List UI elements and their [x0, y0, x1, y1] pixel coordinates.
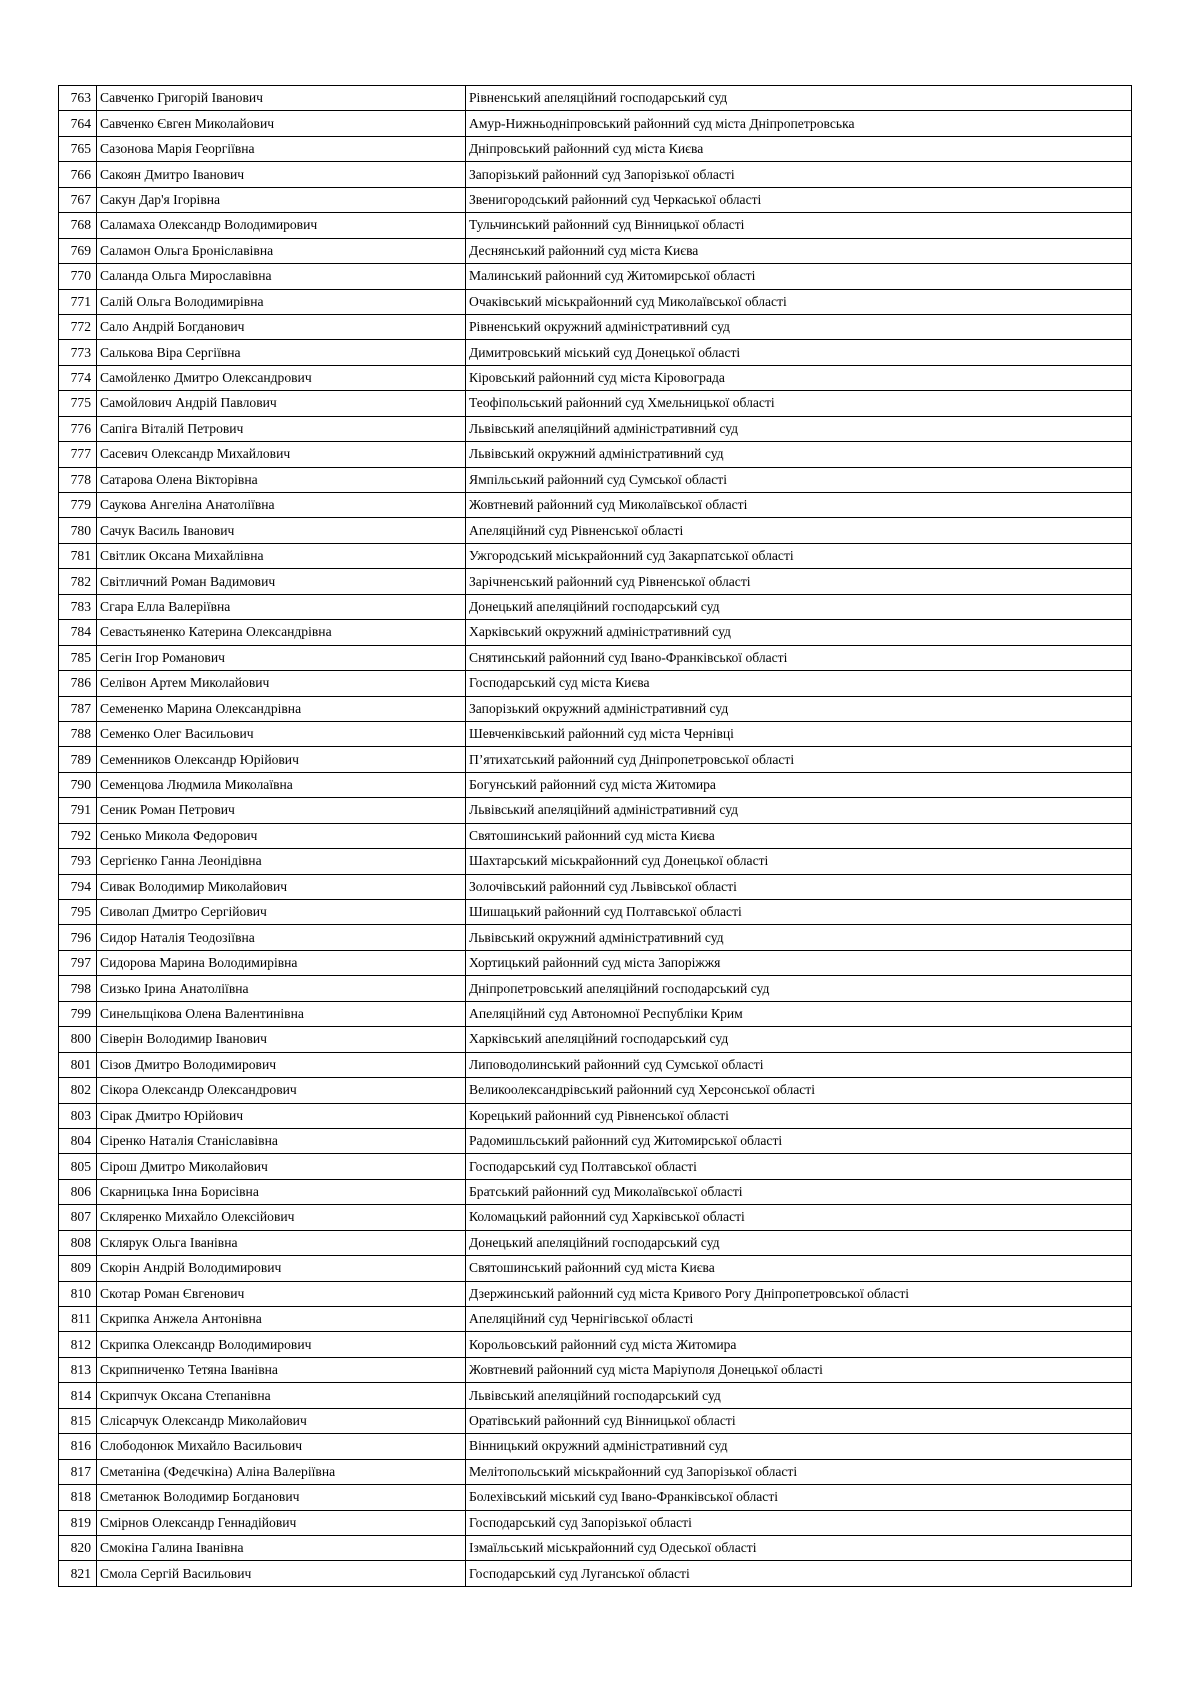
row-number-cell: 811	[59, 1307, 97, 1332]
judge-name-cell: Сірак Дмитро Юрійович	[97, 1103, 466, 1128]
table-row	[59, 314, 1132, 339]
judge-name-cell: Сидорова Марина Володимирівна	[97, 950, 466, 975]
table-row	[59, 340, 1132, 365]
court-name-cell: Дніпровський районний суд міста Києва	[466, 136, 1132, 161]
court-name-cell: Снятинський районний суд Івано-Франківської області	[466, 645, 1132, 670]
judge-name-cell: Саламаха Олександр Володимирович	[97, 213, 466, 238]
judge-name-cell: Смокіна Галина Іванівна	[97, 1535, 466, 1560]
row-number-cell: 800	[59, 1027, 97, 1052]
court-name-cell: Братський районний суд Миколаївської області	[466, 1179, 1132, 1204]
judge-name-cell: Савченко Григорій Іванович	[97, 86, 466, 111]
judge-name-cell: Світлик Оксана Михайлівна	[97, 543, 466, 568]
table-row	[59, 569, 1132, 594]
table-row	[59, 798, 1132, 823]
row-number-cell: 782	[59, 569, 97, 594]
table-row	[59, 391, 1132, 416]
table-row	[59, 1307, 1132, 1332]
row-number-cell: 798	[59, 976, 97, 1001]
table-row	[59, 1205, 1132, 1230]
row-number-cell: 784	[59, 620, 97, 645]
table-row	[59, 849, 1132, 874]
judge-name-cell: Сакоян Дмитро Іванович	[97, 162, 466, 187]
row-number-cell: 807	[59, 1205, 97, 1230]
judge-name-cell: Сізов Дмитро Володимирович	[97, 1052, 466, 1077]
court-name-cell: Дзержинський районний суд міста Кривого Рогу Дніпропетровської області	[466, 1281, 1132, 1306]
table-row	[59, 543, 1132, 568]
court-name-cell: Ізмаїльський міськрайонний суд Одеської області	[466, 1535, 1132, 1560]
table-row	[59, 1001, 1132, 1026]
row-number-cell: 808	[59, 1230, 97, 1255]
judge-name-cell: Сметаніна (Федєчкіна) Аліна Валеріївна	[97, 1459, 466, 1484]
row-number-cell: 809	[59, 1256, 97, 1281]
judge-name-cell: Семенко Олег Васильович	[97, 721, 466, 746]
judge-name-cell: Склярук Ольга Іванівна	[97, 1230, 466, 1255]
row-number-cell: 819	[59, 1510, 97, 1535]
court-name-cell: Корецький районний суд Рівненської області	[466, 1103, 1132, 1128]
court-name-cell: Святошинський районний суд міста Києва	[466, 823, 1132, 848]
judge-name-cell: Сікора Олександр Олександрович	[97, 1078, 466, 1103]
court-name-cell: Золочівський районний суд Львівської області	[466, 874, 1132, 899]
table-row	[59, 823, 1132, 848]
court-name-cell: Липоводолинський районний суд Сумської області	[466, 1052, 1132, 1077]
row-number-cell: 765	[59, 136, 97, 161]
court-name-cell: Великоолександрівський районний суд Херсонської області	[466, 1078, 1132, 1103]
row-number-cell: 767	[59, 187, 97, 212]
court-name-cell: Болехівський міський суд Івано-Франківської області	[466, 1485, 1132, 1510]
court-name-cell: Коломацький районний суд Харківської області	[466, 1205, 1132, 1230]
row-number-cell: 797	[59, 950, 97, 975]
table-row	[59, 772, 1132, 797]
judge-name-cell: Саламон Ольга Броніславівна	[97, 238, 466, 263]
table-row	[59, 874, 1132, 899]
judge-name-cell: Сивак Володимир Миколайович	[97, 874, 466, 899]
row-number-cell: 787	[59, 696, 97, 721]
table-row	[59, 1179, 1132, 1204]
row-number-cell: 777	[59, 442, 97, 467]
court-name-cell: Ямпільський районний суд Сумської області	[466, 467, 1132, 492]
row-number-cell: 805	[59, 1154, 97, 1179]
judge-name-cell: Сасевич Олександр Михайлович	[97, 442, 466, 467]
judge-name-cell: Сиволап Дмитро Сергійович	[97, 900, 466, 925]
table-row	[59, 238, 1132, 263]
row-number-cell: 794	[59, 874, 97, 899]
table-row	[59, 1230, 1132, 1255]
row-number-cell: 774	[59, 365, 97, 390]
judge-name-cell: Сметанюк Володимир Богданович	[97, 1485, 466, 1510]
judge-name-cell: Сачук Василь Іванович	[97, 518, 466, 543]
table-row	[59, 620, 1132, 645]
row-number-cell: 803	[59, 1103, 97, 1128]
court-name-cell: Запорізький районний суд Запорізької області	[466, 162, 1132, 187]
judge-name-cell: Скрипка Олександр Володимирович	[97, 1332, 466, 1357]
court-name-cell: Мелітопольський міськрайонний суд Запорізької області	[466, 1459, 1132, 1484]
table-row	[59, 493, 1132, 518]
table-row	[59, 747, 1132, 772]
judge-name-cell: Самойленко Дмитро Олександрович	[97, 365, 466, 390]
table-row	[59, 365, 1132, 390]
table-row	[59, 925, 1132, 950]
court-name-cell: Димитровський міський суд Донецької області	[466, 340, 1132, 365]
court-name-cell: Кіровський районний суд міста Кіровограда	[466, 365, 1132, 390]
row-number-cell: 773	[59, 340, 97, 365]
judge-name-cell: Сгара Елла Валеріївна	[97, 594, 466, 619]
judge-name-cell: Семенцова Людмила Миколаївна	[97, 772, 466, 797]
court-name-cell: Львівський апеляційний адміністративний суд	[466, 416, 1132, 441]
court-name-cell: Господарський суд Запорізької області	[466, 1510, 1132, 1535]
row-number-cell: 781	[59, 543, 97, 568]
table-row	[59, 696, 1132, 721]
table-row	[59, 1485, 1132, 1510]
table-row	[59, 289, 1132, 314]
row-number-cell: 769	[59, 238, 97, 263]
judge-name-cell: Сидор Наталія Теодозіївна	[97, 925, 466, 950]
row-number-cell: 816	[59, 1434, 97, 1459]
table-row	[59, 1383, 1132, 1408]
judge-name-cell: Семенников Олександр Юрійович	[97, 747, 466, 772]
judge-name-cell: Скрипчук Оксана Степанівна	[97, 1383, 466, 1408]
court-name-cell: Жовтневий районний суд Миколаївської області	[466, 493, 1132, 518]
judge-name-cell: Саланда Ольга Мирославівна	[97, 264, 466, 289]
court-name-cell: Донецький апеляційний господарський суд	[466, 1230, 1132, 1255]
court-name-cell: Очаківський міськрайонний суд Миколаївської області	[466, 289, 1132, 314]
row-number-cell: 768	[59, 213, 97, 238]
row-number-cell: 776	[59, 416, 97, 441]
table-row	[59, 264, 1132, 289]
table-row	[59, 1256, 1132, 1281]
row-number-cell: 815	[59, 1408, 97, 1433]
judge-name-cell: Салій Ольга Володимирівна	[97, 289, 466, 314]
court-name-cell: Теофіпольський районний суд Хмельницької області	[466, 391, 1132, 416]
court-name-cell: Шахтарський міськрайонний суд Донецької області	[466, 849, 1132, 874]
court-name-cell: Господарський суд Полтавської області	[466, 1154, 1132, 1179]
judge-name-cell: Самойлович Андрій Павлович	[97, 391, 466, 416]
table-row	[59, 518, 1132, 543]
judge-name-cell: Світличний Роман Вадимович	[97, 569, 466, 594]
table-row	[59, 900, 1132, 925]
judge-name-cell: Салькова Віра Сергіївна	[97, 340, 466, 365]
table-row	[59, 950, 1132, 975]
judge-name-cell: Севастьяненко Катерина Олександрівна	[97, 620, 466, 645]
court-name-cell: Львівський апеляційний господарський суд	[466, 1383, 1132, 1408]
court-name-cell: Господарський суд Луганської області	[466, 1561, 1132, 1586]
court-name-cell: Амур-Нижньодніпровський районний суд міста Дніпропетровська	[466, 111, 1132, 136]
table-row	[59, 1357, 1132, 1382]
judge-name-cell: Сегін Ігор Романович	[97, 645, 466, 670]
judge-name-cell: Сизько Ірина Анатоліївна	[97, 976, 466, 1001]
row-number-cell: 817	[59, 1459, 97, 1484]
table-row	[59, 416, 1132, 441]
row-number-cell: 806	[59, 1179, 97, 1204]
row-number-cell: 818	[59, 1485, 97, 1510]
judge-name-cell: Сало Андрій Богданович	[97, 314, 466, 339]
row-number-cell: 795	[59, 900, 97, 925]
table-row	[59, 1434, 1132, 1459]
court-name-cell: Деснянський районний суд міста Києва	[466, 238, 1132, 263]
row-number-cell: 778	[59, 467, 97, 492]
row-number-cell: 788	[59, 721, 97, 746]
court-name-cell: Малинський районний суд Житомирської області	[466, 264, 1132, 289]
row-number-cell: 804	[59, 1128, 97, 1153]
judge-name-cell: Сатарова Олена Вікторівна	[97, 467, 466, 492]
court-name-cell: Радомишльський районний суд Житомирської області	[466, 1128, 1132, 1153]
court-name-cell: Апеляційний суд Автономної Республіки Крим	[466, 1001, 1132, 1026]
court-name-cell: Святошинський районний суд міста Києва	[466, 1256, 1132, 1281]
judge-name-cell: Скарницька Інна Борисівна	[97, 1179, 466, 1204]
row-number-cell: 763	[59, 86, 97, 111]
row-number-cell: 779	[59, 493, 97, 518]
court-name-cell: Жовтневий районний суд міста Маріуполя Донецької області	[466, 1357, 1132, 1382]
judge-name-cell: Савченко Євген Миколайович	[97, 111, 466, 136]
row-number-cell: 796	[59, 925, 97, 950]
judge-name-cell: Скляренко Михайло Олексійович	[97, 1205, 466, 1230]
court-name-cell: Ужгородський міськрайонний суд Закарпатської області	[466, 543, 1132, 568]
judge-name-cell: Скотар Роман Євгенович	[97, 1281, 466, 1306]
table-row	[59, 136, 1132, 161]
judge-name-cell: Слісарчук Олександр Миколайович	[97, 1408, 466, 1433]
court-name-cell: Вінницький окружний адміністративний суд	[466, 1434, 1132, 1459]
judge-name-cell: Сірош Дмитро Миколайович	[97, 1154, 466, 1179]
table-row	[59, 1408, 1132, 1433]
row-number-cell: 789	[59, 747, 97, 772]
judge-name-cell: Сапіга Віталій Петрович	[97, 416, 466, 441]
table-row	[59, 1459, 1132, 1484]
court-name-cell: Донецький апеляційний господарський суд	[466, 594, 1132, 619]
table-row	[59, 1332, 1132, 1357]
table-body	[59, 86, 1132, 1587]
judges-table	[58, 85, 1132, 1587]
judge-name-cell: Скрипка Анжела Антонівна	[97, 1307, 466, 1332]
judge-name-cell: Смірнов Олександр Геннадійович	[97, 1510, 466, 1535]
row-number-cell: 790	[59, 772, 97, 797]
row-number-cell: 814	[59, 1383, 97, 1408]
court-name-cell: Звенигородський районний суд Черкаської області	[466, 187, 1132, 212]
court-name-cell: Рівненський окружний адміністративний суд	[466, 314, 1132, 339]
court-name-cell: Богунський районний суд міста Житомира	[466, 772, 1132, 797]
judge-name-cell: Сіверін Володимир Іванович	[97, 1027, 466, 1052]
judge-name-cell: Семененко Марина Олександрівна	[97, 696, 466, 721]
judge-name-cell: Сеник Роман Петрович	[97, 798, 466, 823]
court-name-cell: Господарський суд міста Києва	[466, 671, 1132, 696]
court-name-cell: Корольовський районний суд міста Житомира	[466, 1332, 1132, 1357]
court-name-cell: Шишацький районний суд Полтавської області	[466, 900, 1132, 925]
row-number-cell: 771	[59, 289, 97, 314]
judge-name-cell: Сакун Дар'я Ігорівна	[97, 187, 466, 212]
court-name-cell: Львівський окружний адміністративний суд	[466, 925, 1132, 950]
court-name-cell: Дніпропетровський апеляційний господарський суд	[466, 976, 1132, 1001]
table-row	[59, 1561, 1132, 1586]
table-row	[59, 1052, 1132, 1077]
table-row	[59, 111, 1132, 136]
row-number-cell: 785	[59, 645, 97, 670]
court-name-cell: Тульчинський районний суд Вінницької області	[466, 213, 1132, 238]
table-row	[59, 1535, 1132, 1560]
judge-name-cell: Скорін Андрій Володимирович	[97, 1256, 466, 1281]
row-number-cell: 820	[59, 1535, 97, 1560]
table-row	[59, 1027, 1132, 1052]
row-number-cell: 783	[59, 594, 97, 619]
row-number-cell: 780	[59, 518, 97, 543]
row-number-cell: 770	[59, 264, 97, 289]
court-name-cell: Апеляційний суд Рівненської області	[466, 518, 1132, 543]
court-name-cell: Львівський окружний адміністративний суд	[466, 442, 1132, 467]
table-row	[59, 1103, 1132, 1128]
judge-name-cell: Сенько Микола Федорович	[97, 823, 466, 848]
court-name-cell: Хортицький районний суд міста Запоріжжя	[466, 950, 1132, 975]
table-row	[59, 1128, 1132, 1153]
judge-name-cell: Синельщікова Олена Валентинівна	[97, 1001, 466, 1026]
table-row	[59, 467, 1132, 492]
judge-name-cell: Слободонюк Михайло Васильович	[97, 1434, 466, 1459]
table-row	[59, 645, 1132, 670]
court-name-cell: Запорізький окружний адміністративний суд	[466, 696, 1132, 721]
judge-name-cell: Сергієнко Ганна Леонідівна	[97, 849, 466, 874]
row-number-cell: 792	[59, 823, 97, 848]
row-number-cell: 821	[59, 1561, 97, 1586]
table-row	[59, 594, 1132, 619]
row-number-cell: 813	[59, 1357, 97, 1382]
table-row	[59, 976, 1132, 1001]
table-row	[59, 1154, 1132, 1179]
table-row	[59, 1510, 1132, 1535]
row-number-cell: 793	[59, 849, 97, 874]
table-row	[59, 213, 1132, 238]
judge-name-cell: Смола Сергій Васильович	[97, 1561, 466, 1586]
row-number-cell: 799	[59, 1001, 97, 1026]
table-row	[59, 671, 1132, 696]
court-name-cell: Апеляційний суд Чернігівської області	[466, 1307, 1132, 1332]
row-number-cell: 812	[59, 1332, 97, 1357]
row-number-cell: 801	[59, 1052, 97, 1077]
judge-name-cell: Скрипниченко Тетяна Іванівна	[97, 1357, 466, 1382]
row-number-cell: 786	[59, 671, 97, 696]
judge-name-cell: Сіренко Наталія Станіславівна	[97, 1128, 466, 1153]
row-number-cell: 766	[59, 162, 97, 187]
table-row	[59, 442, 1132, 467]
court-name-cell: Рівненський апеляційний господарський суд	[466, 86, 1132, 111]
court-name-cell: Львівський апеляційний адміністративний суд	[466, 798, 1132, 823]
judge-name-cell: Саукова Ангеліна Анатоліївна	[97, 493, 466, 518]
table-row	[59, 1281, 1132, 1306]
court-name-cell: Харківський апеляційний господарський суд	[466, 1027, 1132, 1052]
court-name-cell: П’ятихатський районний суд Дніпропетровської області	[466, 747, 1132, 772]
court-name-cell: Шевченківський районний суд міста Чернівці	[466, 721, 1132, 746]
row-number-cell: 791	[59, 798, 97, 823]
table-row	[59, 162, 1132, 187]
court-name-cell: Харківський окружний адміністративний суд	[466, 620, 1132, 645]
row-number-cell: 764	[59, 111, 97, 136]
table-row	[59, 721, 1132, 746]
row-number-cell: 775	[59, 391, 97, 416]
table-row	[59, 1078, 1132, 1103]
table-row	[59, 187, 1132, 212]
court-name-cell: Оратівський районний суд Вінницької області	[466, 1408, 1132, 1433]
row-number-cell: 802	[59, 1078, 97, 1103]
judge-name-cell: Селівон Артем Миколайович	[97, 671, 466, 696]
row-number-cell: 810	[59, 1281, 97, 1306]
court-name-cell: Зарічненський районний суд Рівненської області	[466, 569, 1132, 594]
table-row	[59, 86, 1132, 111]
judge-name-cell: Сазонова Марія Георгіївна	[97, 136, 466, 161]
row-number-cell: 772	[59, 314, 97, 339]
